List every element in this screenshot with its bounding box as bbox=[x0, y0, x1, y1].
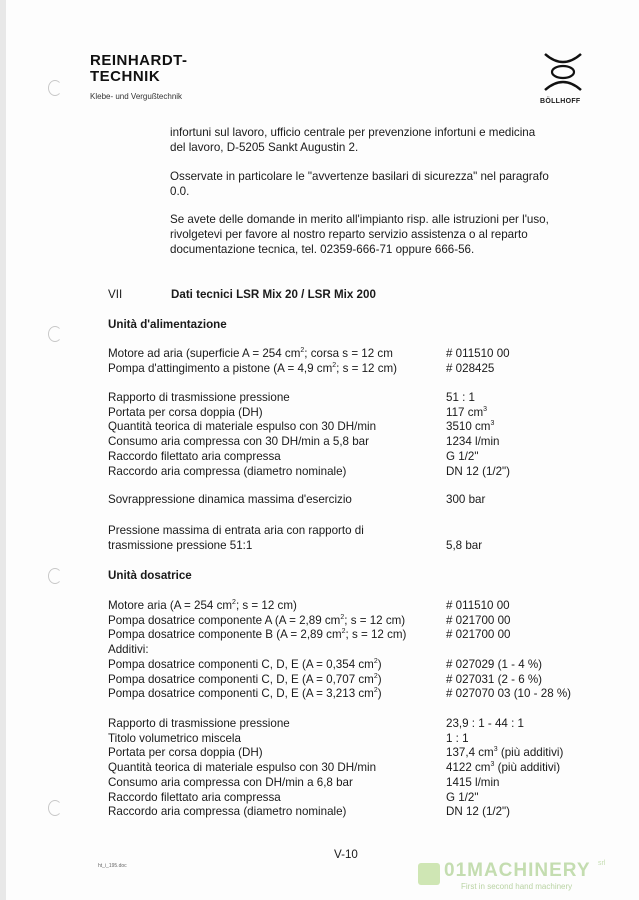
spec-value: 117 $cm^3$ bbox=[446, 406, 488, 419]
text-line: 0.0. bbox=[170, 185, 190, 198]
spec-row bbox=[108, 434, 608, 449]
spec-value: 1234 l/min bbox=[446, 435, 500, 448]
watermark-name: 01MACHINERY bbox=[444, 860, 591, 881]
spec-label: Consumo aria compressa con 30 DH/min a 5,8 bar bbox=[108, 435, 369, 448]
spec-value: 23,9 : 1 - 44 : 1 bbox=[446, 717, 524, 730]
spec-label: Pompa dosatrice componenti C, D, E (A = 0,707 $cm^2$) bbox=[108, 673, 382, 686]
section-title: Dati tecnici LSR Mix 20 / LSR Mix 200 bbox=[171, 288, 376, 301]
punch-hole bbox=[48, 80, 62, 96]
spec-value: 4122 $cm^3$ (più additivi) bbox=[446, 761, 561, 774]
page-number: V-10 bbox=[334, 848, 358, 861]
spec-row bbox=[108, 449, 608, 464]
spec-row bbox=[108, 346, 608, 361]
spec-value: 51 : 1 bbox=[446, 391, 476, 404]
text-line: del lavoro, D-5205 Sankt Augustin 2. bbox=[170, 141, 359, 154]
spec-row bbox=[108, 361, 608, 376]
spec-row bbox=[108, 523, 608, 538]
spec-value: 1 : 1 bbox=[446, 732, 469, 745]
spec-value: 137,4 $cm^3$ (più additivi) bbox=[446, 746, 564, 759]
spec-row bbox=[108, 672, 608, 687]
spec-row bbox=[108, 627, 608, 642]
spec-label: Raccordo aria compressa (diametro nominale) bbox=[108, 465, 347, 478]
punch-hole bbox=[48, 326, 62, 342]
spec-label: Portata per corsa doppia (DH) bbox=[108, 746, 263, 759]
spec-row bbox=[108, 642, 608, 657]
punch-hole bbox=[48, 800, 62, 816]
spec-row bbox=[108, 538, 608, 553]
punch-hole bbox=[48, 568, 62, 584]
text-line: infortuni sul lavoro, ufficio centrale per prevenzione infortuni e medicina bbox=[170, 126, 536, 139]
text-line: Se avete delle domande in merito all'impianto risp. alle istruzioni per l'uso, bbox=[170, 213, 549, 226]
spec-value: # 011510 00 bbox=[446, 347, 510, 360]
spec-label: Pompa dosatrice componente B (A = 2,89 $cm^2$; s = 12 cm) bbox=[108, 628, 407, 641]
file-reference: ht_i_195.doc bbox=[98, 863, 127, 869]
page-edge bbox=[0, 0, 6, 900]
brand-line-2: TECHNIK bbox=[90, 68, 161, 85]
spec-row bbox=[108, 716, 608, 731]
spec-row bbox=[108, 745, 608, 760]
logo-caption: BÖLLHOFF bbox=[540, 98, 581, 105]
intro-paragraph-2 bbox=[170, 169, 610, 199]
spec-value: 3510 $cm^3$ bbox=[446, 420, 495, 433]
spec-value: # 027070 03 (10 - 28 %) bbox=[446, 687, 572, 700]
spec-label: Quantità teorica di materiale espulso con 30 DH/min bbox=[108, 420, 377, 433]
spec-row bbox=[108, 613, 608, 628]
spec-row bbox=[108, 731, 608, 746]
spec-label: Raccordo filettato aria compressa bbox=[108, 450, 281, 463]
spec-value: DN 12 (1/2") bbox=[446, 805, 511, 818]
spec-value: # 021700 00 bbox=[446, 614, 511, 627]
spec-label: Rapporto di trasmissione pressione bbox=[108, 717, 290, 730]
spec-row bbox=[108, 464, 608, 479]
spec-row bbox=[108, 598, 608, 613]
spec-value: # 027031 (2 - 6 %) bbox=[446, 673, 543, 686]
spec-label: Titolo volumetrico miscela bbox=[108, 732, 241, 745]
spec-row bbox=[108, 419, 608, 434]
spec-value: 5,8 bar bbox=[446, 539, 483, 552]
text-line: documentazione tecnica, tel. 02359-666-71 oppure 666-56. bbox=[170, 243, 475, 256]
watermark bbox=[418, 860, 618, 896]
spec-label: Pompa d'attingimento a pistone (A = 4,9 $cm^2$; s = 12 cm) bbox=[108, 362, 398, 375]
spec-value: 1415 l/min bbox=[446, 776, 500, 789]
spec-label: trasmissione pressione 51:1 bbox=[108, 539, 253, 552]
spec-row bbox=[108, 775, 608, 790]
intro-paragraph-3 bbox=[170, 212, 610, 257]
spec-row bbox=[108, 492, 608, 507]
spec-label: Raccordo aria compressa (diametro nominale) bbox=[108, 805, 347, 818]
subsection-title-supply: Unità d'alimentazione bbox=[108, 318, 227, 331]
subsection-title-dosing: Unità dosatrice bbox=[108, 569, 192, 582]
intro-paragraph-1 bbox=[170, 125, 610, 155]
spec-row bbox=[108, 390, 608, 405]
section-number: VII bbox=[108, 288, 123, 301]
spec-value: G 1/2" bbox=[446, 450, 479, 463]
spec-label: Additivi: bbox=[108, 643, 149, 656]
text-line: rivolgetevi per favore al nostro reparto servizio assistenza o al reparto bbox=[170, 228, 528, 241]
spec-row bbox=[108, 405, 608, 420]
spec-value: DN 12 (1/2") bbox=[446, 465, 511, 478]
spec-label: Motore aria (A = 254 $cm^2$; s = 12 cm) bbox=[108, 599, 297, 612]
spec-label: Pompa dosatrice componente A (A = 2,89 $cm^2$; s = 12 cm) bbox=[108, 614, 406, 627]
spec-label: Motore ad aria (superficie A = 254 $cm^2$; corsa s = 12 cm bbox=[108, 347, 393, 360]
spec-row bbox=[108, 686, 608, 701]
text-line: Osservate in particolare le "avvertenze basilari di sicurezza" nel paragrafo bbox=[170, 170, 549, 183]
spec-value: G 1/2" bbox=[446, 791, 479, 804]
spec-label: Pompa dosatrice componenti C, D, E (A = 0,354 $cm^2$) bbox=[108, 658, 382, 671]
brand-subtitle: Klebe- und Vergußtechnik bbox=[90, 92, 183, 101]
spec-value: # 028425 bbox=[446, 362, 495, 375]
spec-label: Pressione massima di entrata aria con rapporto di bbox=[108, 524, 364, 537]
spec-row bbox=[108, 790, 608, 805]
spec-row bbox=[108, 657, 608, 672]
brand-line-1: REINHARDT- bbox=[90, 52, 188, 69]
spec-label: Raccordo filettato aria compressa bbox=[108, 791, 281, 804]
watermark-logo-icon bbox=[418, 863, 440, 885]
watermark-tagline: First in second hand machinery bbox=[461, 882, 573, 891]
spec-value: # 027029 (1 - 4 %) bbox=[446, 658, 543, 671]
company-logo-text bbox=[90, 53, 188, 85]
bollhoff-logo-icon bbox=[541, 50, 585, 94]
spec-label: Portata per corsa doppia (DH) bbox=[108, 406, 263, 419]
spec-row bbox=[108, 804, 608, 819]
spec-label: Pompa dosatrice componenti C, D, E (A = 3,213 $cm^2$) bbox=[108, 687, 382, 700]
spec-row bbox=[108, 760, 608, 775]
spec-label: Sovrappressione dinamica massima d'esercizio bbox=[108, 493, 352, 506]
spec-value: # 011510 00 bbox=[446, 599, 510, 612]
spec-value: # 021700 00 bbox=[446, 628, 511, 641]
spec-label: Quantità teorica di materiale espulso con 30 DH/min bbox=[108, 761, 377, 774]
spec-value: 300 bar bbox=[446, 493, 486, 506]
spec-label: Rapporto di trasmissione pressione bbox=[108, 391, 290, 404]
watermark-suffix: srl bbox=[598, 860, 606, 867]
spec-label: Consumo aria compressa con DH/min a 6,8 bar bbox=[108, 776, 353, 789]
